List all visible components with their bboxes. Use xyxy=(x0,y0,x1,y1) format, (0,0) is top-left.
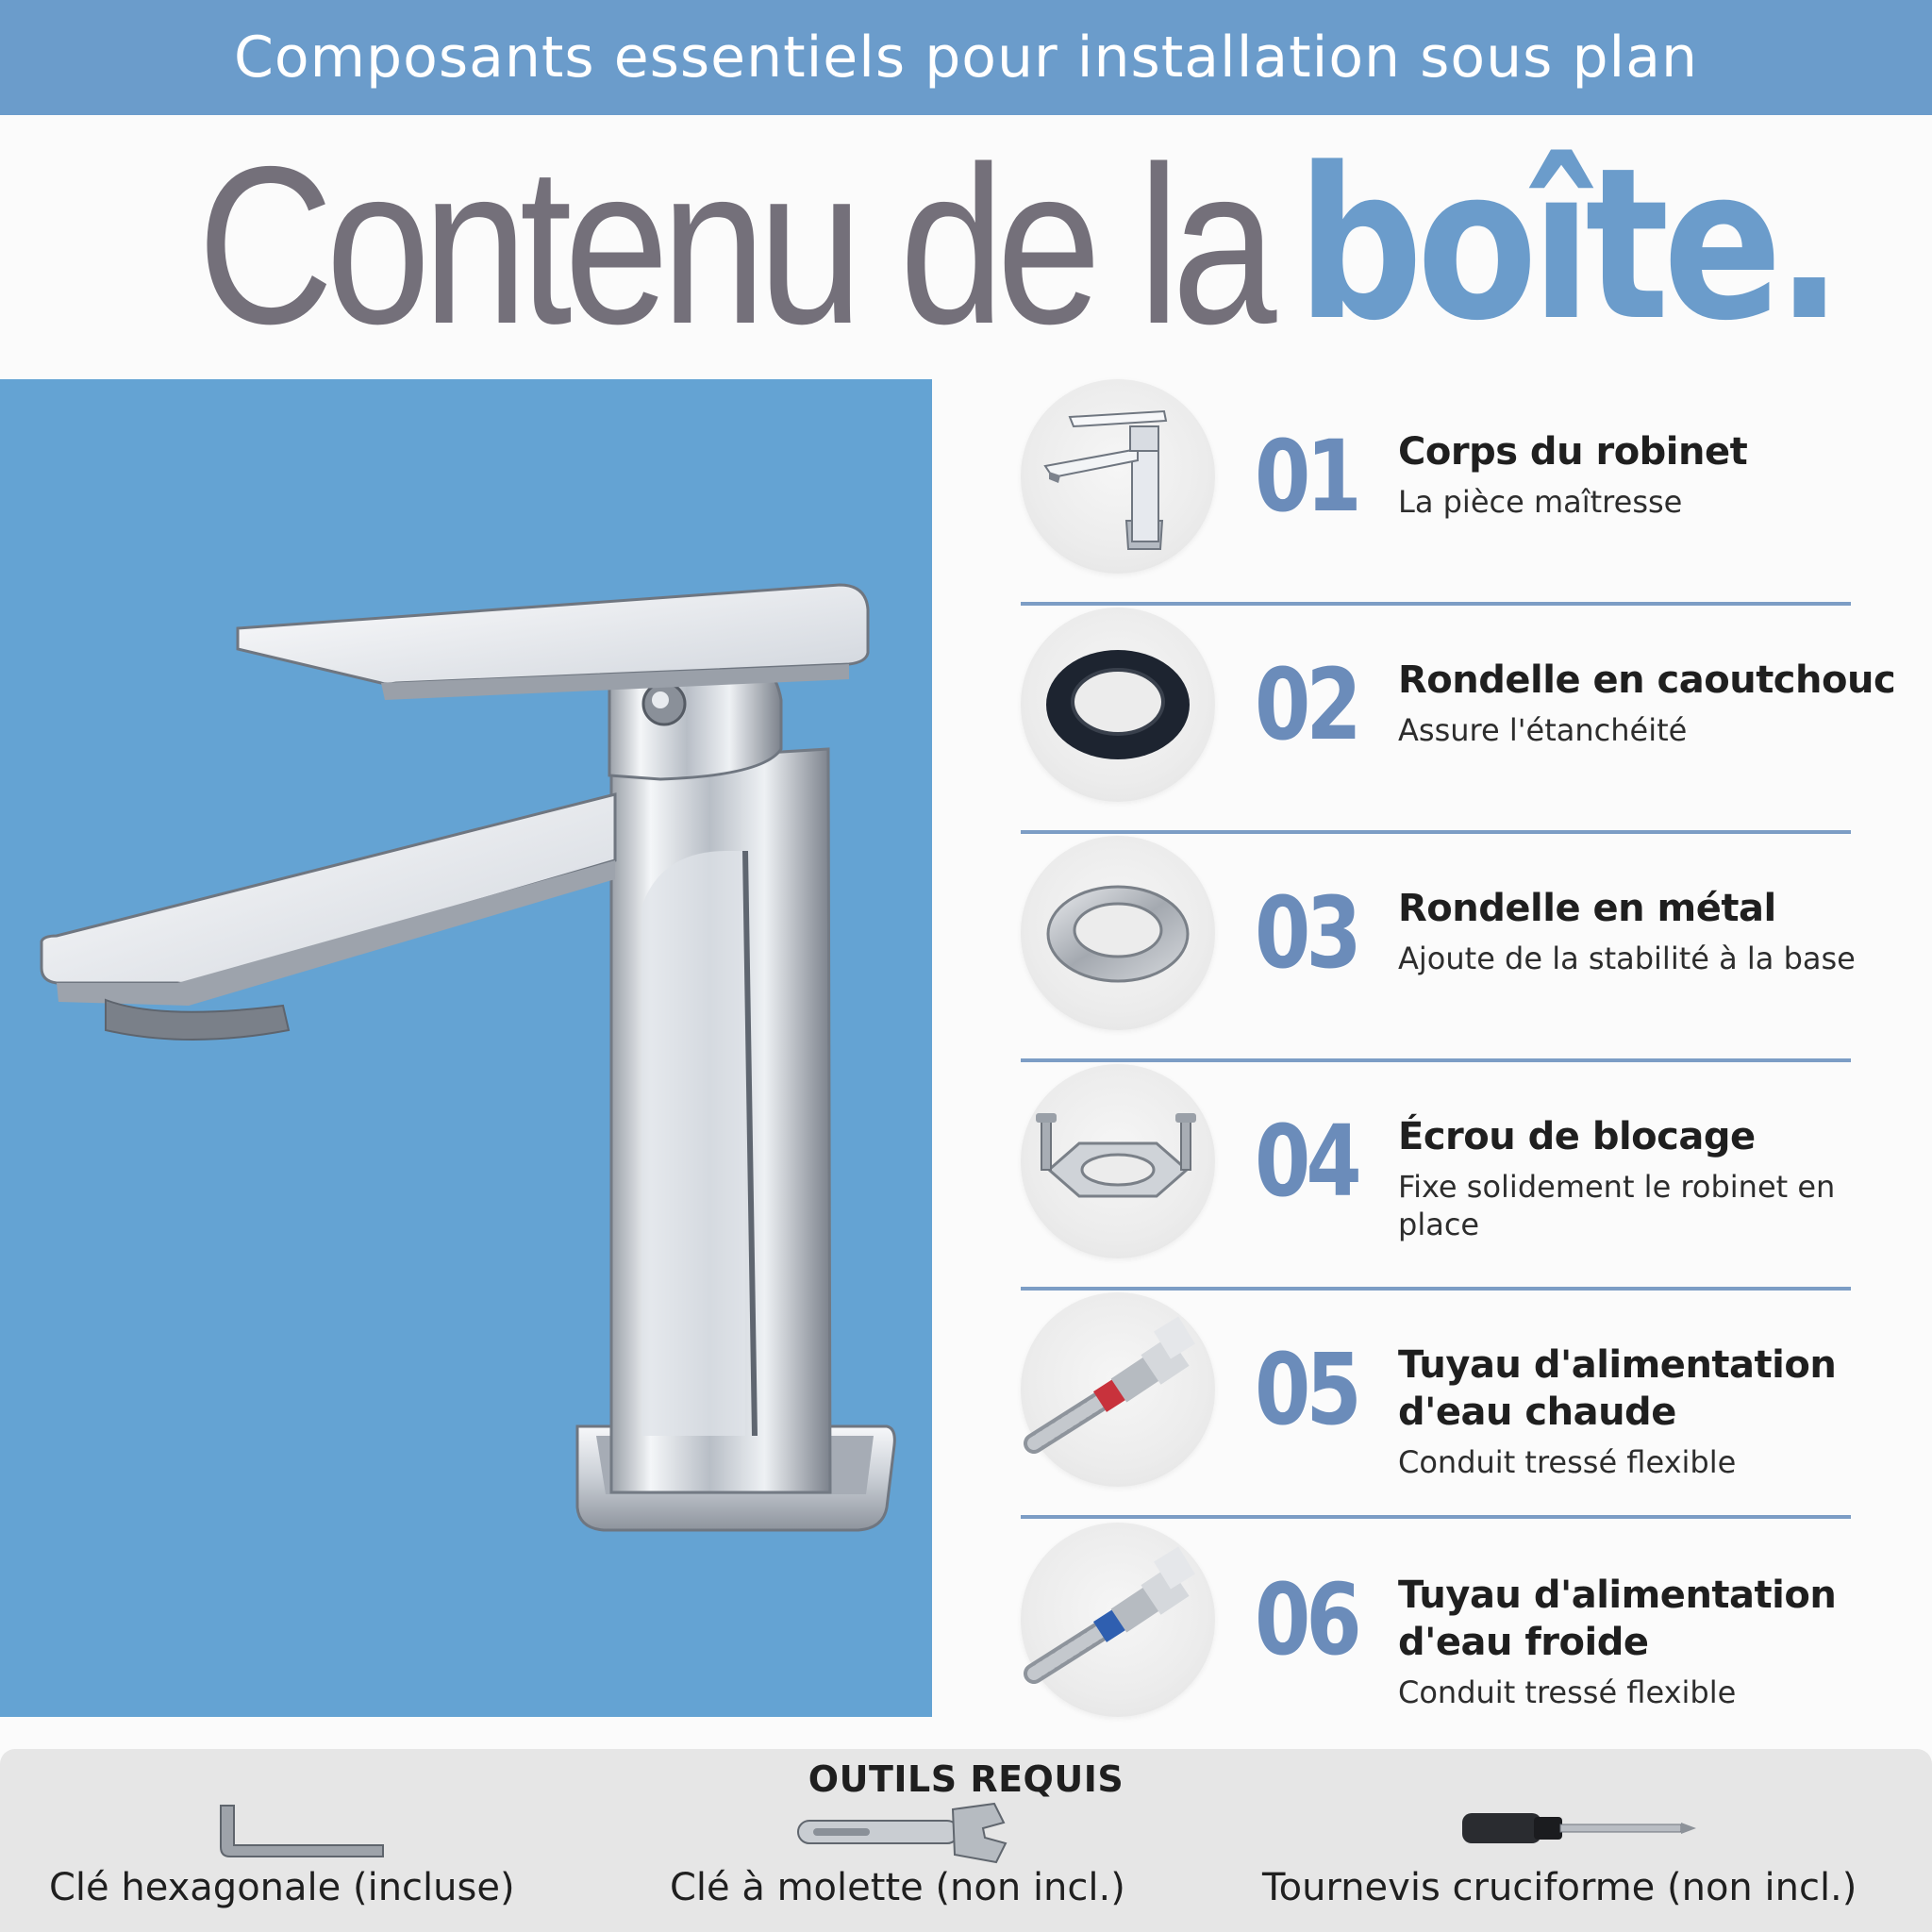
list-item-rondelle-caoutchouc xyxy=(1021,608,1898,836)
page-title xyxy=(0,120,1932,371)
list-item-rondelle-metal xyxy=(1021,836,1898,1064)
hex-key-icon xyxy=(213,1802,387,1862)
item-thumbnail xyxy=(1021,608,1215,802)
item-title: Écrou de blocage xyxy=(1398,1115,1756,1158)
divider xyxy=(1021,1515,1851,1519)
item-number: 04 xyxy=(1255,1104,1357,1219)
item-subtitle: Ajoute de la stabilité à la base xyxy=(1398,941,1856,976)
item-subtitle: Conduit tressé flexible xyxy=(1398,1674,1737,1710)
item-number: 06 xyxy=(1255,1562,1357,1677)
item-thumbnail xyxy=(1021,1064,1215,1258)
tools-heading: OUTILS REQUIS xyxy=(808,1758,1124,1800)
divider xyxy=(1021,1287,1851,1291)
item-title: Tuyau d'alimentation d'eau chaude xyxy=(1398,1343,1837,1434)
page-title-light: Contenu de la xyxy=(197,120,1269,371)
phillips-screwdriver-icon xyxy=(1458,1809,1698,1847)
tool-label-wrench: Clé à molette (non incl.) xyxy=(670,1866,1125,1909)
hot-water-hose-icon xyxy=(1021,1292,1215,1487)
item-number: 02 xyxy=(1255,647,1357,762)
item-number: 01 xyxy=(1255,419,1357,534)
adjustable-wrench-icon xyxy=(792,1800,1024,1866)
item-subtitle: Conduit tressé flexible xyxy=(1398,1444,1737,1480)
item-thumbnail xyxy=(1021,1292,1215,1487)
item-thumbnail xyxy=(1021,379,1215,574)
divider xyxy=(1021,830,1851,834)
top-banner xyxy=(0,0,1932,115)
list-item-corps-du-robinet xyxy=(1021,379,1898,608)
divider xyxy=(1021,602,1851,606)
item-subtitle: Assure l'étanchéité xyxy=(1398,712,1688,748)
required-tools-section xyxy=(0,1749,1932,1932)
item-number: 03 xyxy=(1255,875,1357,991)
list-item-tuyau-eau-chaude xyxy=(1021,1292,1898,1521)
item-title: Tuyau d'alimentation d'eau froide xyxy=(1398,1574,1837,1664)
cold-water-hose-icon xyxy=(1021,1523,1215,1717)
lock-nut-icon xyxy=(1021,1064,1215,1258)
faucet-hero-illustration xyxy=(0,379,932,1717)
item-thumbnail xyxy=(1021,836,1215,1030)
tool-label-hex-key: Clé hexagonale (incluse) xyxy=(49,1866,515,1909)
item-number: 05 xyxy=(1255,1332,1357,1447)
item-title: Corps du robinet xyxy=(1398,430,1748,474)
banner-text: Composants essentiels pour installation sous plan xyxy=(233,25,1699,91)
metal-washer-icon xyxy=(1021,836,1215,1030)
item-title: Rondelle en métal xyxy=(1398,887,1776,930)
page-title-bold: boîte. xyxy=(1296,124,1837,367)
item-subtitle: La pièce maîtresse xyxy=(1398,484,1683,520)
hero-image xyxy=(0,379,932,1717)
list-item-tuyau-eau-froide xyxy=(1021,1523,1898,1751)
list-item-ecrou-blocage xyxy=(1021,1064,1898,1292)
item-thumbnail xyxy=(1021,1523,1215,1717)
faucet-icon xyxy=(1021,379,1215,574)
tool-label-screwdriver: Tournevis cruciforme (non incl.) xyxy=(1262,1866,1857,1909)
divider xyxy=(1021,1058,1851,1062)
item-subtitle: Fixe solidement le robinet en place xyxy=(1398,1169,1836,1242)
item-title: Rondelle en caoutchouc xyxy=(1398,658,1896,702)
rubber-washer-icon xyxy=(1021,608,1215,802)
